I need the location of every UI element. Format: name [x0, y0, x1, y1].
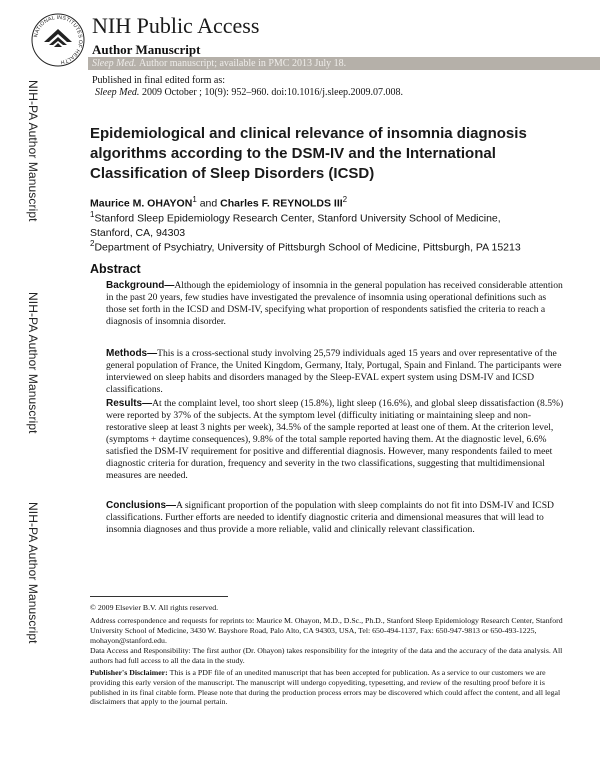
nih-logo: [30, 12, 86, 68]
affiliation-1-text: Stanford Sleep Epidemiology Research Center, Stanford University School of Medicine, Stanford, CA, 94303: [90, 212, 501, 239]
author-manuscript-label: Author Manuscript: [92, 42, 201, 57]
results-label: Results—: [106, 398, 153, 409]
nih-title: NIH Public Access: [92, 13, 260, 38]
abstract-background: [106, 280, 566, 328]
conclusions-text: A significant proportion of the population with sleep complaints do not fit into DSM-IV and ICSD classifications. Further efforts are needed to identify diagnostic criteria and dimensional measures that will lead to insomnia diagnoses and thus provide a more reliable, valid and clinically relevant classification.: [106, 500, 554, 535]
background-label: Background—: [106, 280, 175, 291]
citation-details: 2009 October ; 10(9): 952–960. doi:10.1016/j.sleep.2009.07.008.: [141, 87, 404, 98]
correspondence-note: Address correspondence and requests for reprints to: Maurice M. Ohayon, M.D., D.Sc., Ph.D., Stanford Sleep Epidemiology Research Center, Stanford University School of Medicine, 3430 W. Bayshore Road, Palo Alto, CA 94303, USA, Tel: 650-494-1137, Fax: 650-947-9813 or 650-493-1225, mohayon@stanford.edu.: [90, 616, 563, 645]
publisher-disclaimer: [90, 668, 570, 707]
article-title: Epidemiological and clinical relevance of insomnia diagnosis algorithms according to the DSM-IV and the International Classification of Sleep Disorders (ICSD): [90, 125, 527, 182]
logo-text: NATIONAL INSTITUTES OF HEALTH: [33, 14, 84, 65]
affiliation-1-sup: 1: [90, 210, 95, 219]
author-2: Charles F. REYNOLDS III: [220, 197, 343, 210]
author-and: and: [199, 197, 218, 210]
affiliation-2-sup: 2: [90, 239, 95, 248]
methods-text: This is a cross-sectional study involving 25,579 individuals aged 15 years and over representative of the general population of France, the United Kingdom, Germany, Italy, Portugal, Spain and Finland. The participants were interviewed on sleep habits and disorders managed by the Sleep-EVAL expert system using DSM-IV and ICSD classifications.: [106, 348, 562, 395]
published-label: Published in final edited form as:: [92, 75, 226, 86]
copyright-note: © 2009 Elsevier B.V. All rights reserved.: [90, 603, 219, 612]
eagle-icon: [44, 29, 72, 47]
abstract-conclusions: [106, 500, 566, 536]
abstract-heading: Abstract: [90, 262, 141, 276]
bar-journal: Sleep Med.: [92, 58, 137, 69]
methods-label: Methods—: [106, 348, 158, 359]
availability-text: [92, 57, 346, 70]
abstract-results: [106, 398, 566, 482]
side-label-2: NIH-PA Author Manuscript: [26, 292, 40, 434]
abstract-methods: [106, 348, 566, 396]
disclaimer-text: This is a PDF file of an unedited manuscript that has been accepted for publication. As a service to our customers we are providing this early version of the manuscript. The manuscript will undergo copyediting, typesetting, and review of the resulting proof before it is published in its final citable form. Please note that during the production process errors may be discovered which could affect the content, and all legal disclaimers that apply to the journal pertain.: [90, 668, 561, 707]
citation-line: [95, 87, 403, 99]
side-label-1: NIH-PA Author Manuscript: [26, 80, 40, 222]
author-1: Maurice M. OHAYON: [90, 197, 193, 210]
author-2-sup: 2: [342, 195, 348, 204]
citation-journal: Sleep Med.: [95, 87, 140, 98]
data-access-note: Data Access and Responsibility: The first author (Dr. Ohayon) takes responsibility for the integrity of the data and the accuracy of the data analysis. All authors had full access to all the data in the study.: [90, 646, 563, 665]
side-label-3: NIH-PA Author Manuscript: [26, 502, 40, 644]
results-text: At the complaint level, too short sleep (15.8%), light sleep (16.6%), and global sleep dissatisfaction (8.5%) were reported by 37% of the subjects. At the symptom level (difficulty initiating or maintaining sleep and non-restorative sleep at least 3 nights per week), 34.5% of the sample reported at least one of them. At the criterion level, (symptoms + daytime consequences), 9.8% of the total sample reported having them. At the diagnostic level, 6.6% satisfied the DSM-IV requirement for positive and differential diagnosis. However, many respondents failed to meet diagnostic criteria for duration, frequency and severity in the two classifications, suggesting that multidimensional measures are needed.: [106, 398, 564, 481]
background-text: Although the epidemiology of insomnia in the general population has received considerable attention in the past 20 years, few studies have investigated the prevalence of insomnia using operational definitions such as those set forth in the ICSD and DSM-IV, specifying what proportion of respondents satisfied the criteria to reach a diagnosis of insomnia disorder.: [106, 280, 563, 327]
disclaimer-label: Publisher's Disclaimer:: [90, 668, 168, 677]
affiliation-2-text: Department of Psychiatry, University of Pittsburgh School of Medicine, Pittsburgh, PA 15213: [94, 241, 521, 254]
conclusions-label: Conclusions—: [106, 500, 177, 511]
affiliation-2: [90, 237, 560, 255]
bar-rest: Author manuscript; available in PMC 2013 July 18.: [138, 58, 347, 69]
affiliation-1: [90, 208, 530, 240]
author-1-sup: 1: [192, 195, 197, 204]
footnote-divider: [90, 596, 228, 597]
